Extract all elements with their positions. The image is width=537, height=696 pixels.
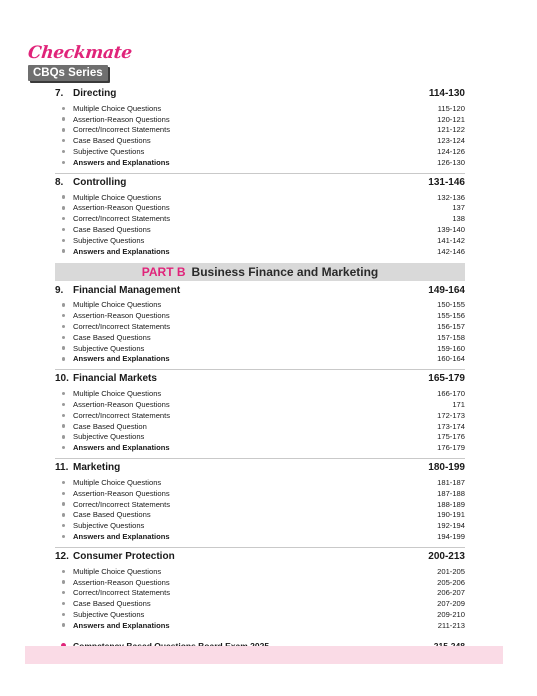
bullet-icon xyxy=(62,206,65,209)
item-label: Case Based Questions xyxy=(73,136,151,146)
bullet-icon xyxy=(62,336,65,339)
chapter-8 xyxy=(55,173,465,257)
list-item[interactable] xyxy=(55,203,465,214)
brand-logo xyxy=(26,43,133,82)
item-label: Case Based Questions xyxy=(73,510,151,520)
chapter-heading[interactable] xyxy=(55,88,465,103)
item-label: Answers and Explanations xyxy=(73,246,170,256)
chapter-title: Marketing xyxy=(73,462,121,474)
bullet-icon xyxy=(62,424,65,427)
bullet-icon xyxy=(62,524,65,527)
list-item[interactable] xyxy=(55,192,465,203)
item-label: Case Based Question xyxy=(73,421,147,431)
chapter-9 xyxy=(55,285,465,365)
item-label: Multiple Choice Questions xyxy=(73,478,162,488)
list-item[interactable] xyxy=(55,146,465,157)
item-pages: 155-156 xyxy=(437,311,465,321)
chapter-title: Controlling xyxy=(73,176,127,188)
chapter-title: Financial Markets xyxy=(73,373,157,385)
chapter-10 xyxy=(55,369,465,453)
bullet-icon xyxy=(62,217,65,220)
chapter-title: Directing xyxy=(73,88,117,99)
list-item[interactable] xyxy=(55,577,465,588)
item-label: Assertion-Reason Questions xyxy=(73,577,170,587)
list-item[interactable] xyxy=(55,125,465,136)
chapter-heading[interactable] xyxy=(55,462,465,477)
list-item[interactable] xyxy=(55,310,465,321)
item-pages: 173-174 xyxy=(437,421,465,431)
list-item[interactable] xyxy=(55,510,465,521)
item-label: Correct/Incorrect Statements xyxy=(73,410,171,420)
bullet-icon xyxy=(62,161,65,164)
bullet-icon xyxy=(62,591,65,594)
list-item[interactable] xyxy=(55,520,465,531)
chapter-pages: 131-146 xyxy=(428,176,465,188)
series-badge: CBQs Series xyxy=(28,65,108,81)
item-label: Correct/Incorrect Statements xyxy=(73,125,171,135)
list-item[interactable] xyxy=(55,388,465,399)
list-item[interactable] xyxy=(55,531,465,542)
bullet-icon xyxy=(62,502,65,505)
chapter-number: 9. xyxy=(55,284,64,296)
item-pages: 141-142 xyxy=(437,235,465,245)
list-item[interactable] xyxy=(55,332,465,343)
chapter-pages: 114-130 xyxy=(428,88,465,99)
bullet-icon xyxy=(62,303,65,306)
item-label: Assertion-Reason Questions xyxy=(73,311,170,321)
item-label: Case Based Questions xyxy=(73,599,151,609)
item-label: Subjective Questions xyxy=(73,521,145,531)
list-item[interactable] xyxy=(55,354,465,365)
list-item[interactable] xyxy=(55,246,465,257)
item-label: Correct/Incorrect Statements xyxy=(73,214,171,224)
chapter-number: 11. xyxy=(55,462,69,474)
list-item[interactable] xyxy=(55,224,465,235)
item-pages: 157-158 xyxy=(437,332,465,342)
part-b-banner xyxy=(55,263,465,281)
bullet-icon xyxy=(62,513,65,516)
item-label: Multiple Choice Questions xyxy=(73,192,162,202)
chapter-number: 10. xyxy=(55,373,69,385)
list-item[interactable] xyxy=(55,477,465,488)
item-label: Assertion-Reason Questions xyxy=(73,400,170,410)
item-label: Correct/Incorrect Statements xyxy=(73,588,171,598)
bullet-icon xyxy=(62,107,65,110)
bullet-icon xyxy=(62,249,65,252)
list-item[interactable] xyxy=(55,114,465,125)
item-pages: 123-124 xyxy=(437,136,465,146)
chapter-number: 7. xyxy=(55,88,64,99)
list-item[interactable] xyxy=(55,598,465,609)
item-pages: 205-206 xyxy=(437,577,465,587)
item-label: Subjective Questions xyxy=(73,609,145,619)
list-item[interactable] xyxy=(55,566,465,577)
list-item[interactable] xyxy=(55,421,465,432)
item-label: Answers and Explanations xyxy=(73,620,170,630)
list-item[interactable] xyxy=(55,609,465,620)
item-pages: 194-199 xyxy=(437,532,465,541)
part-title: Business Finance and Marketing xyxy=(191,264,379,279)
item-label: Answers and Explanations xyxy=(73,532,170,541)
bullet-icon xyxy=(62,195,65,198)
item-label: Assertion-Reason Questions xyxy=(73,203,170,213)
item-label: Subjective Questions xyxy=(73,343,145,353)
bullet-icon xyxy=(62,446,65,449)
chapter-title: Financial Management xyxy=(73,284,181,296)
bullet-icon xyxy=(62,535,65,538)
item-pages: 120-121 xyxy=(437,114,465,124)
bullet-icon xyxy=(62,414,65,417)
footer-band xyxy=(25,646,503,664)
item-pages: 207-209 xyxy=(437,599,465,609)
chapter-heading[interactable] xyxy=(55,551,465,566)
bullet-icon xyxy=(62,492,65,495)
bullet-icon xyxy=(62,623,65,626)
bullet-icon xyxy=(62,602,65,605)
item-label: Subjective Questions xyxy=(73,432,145,442)
bullet-icon xyxy=(62,570,65,573)
bullet-icon xyxy=(62,139,65,142)
item-pages: 159-160 xyxy=(437,343,465,353)
bullet-icon xyxy=(62,357,65,360)
list-item[interactable] xyxy=(55,399,465,410)
list-item[interactable] xyxy=(55,499,465,510)
item-pages: 172-173 xyxy=(437,410,465,420)
item-label: Subjective Questions xyxy=(73,235,145,245)
item-label: Correct/Incorrect Statements xyxy=(73,322,171,332)
bullet-icon xyxy=(62,228,65,231)
item-pages: 192-194 xyxy=(437,521,465,531)
chapter-12 xyxy=(55,547,465,631)
item-pages: 126-130 xyxy=(437,157,465,167)
item-pages: 142-146 xyxy=(437,246,465,256)
chapter-pages: 165-179 xyxy=(428,373,465,385)
item-pages: 115-120 xyxy=(437,103,465,113)
chapter-heading[interactable] xyxy=(55,373,465,388)
list-item[interactable] xyxy=(55,410,465,421)
bullet-icon xyxy=(62,346,65,349)
item-pages: 187-188 xyxy=(437,488,465,498)
list-item[interactable] xyxy=(55,620,465,631)
item-pages: 176-179 xyxy=(437,443,465,453)
brand-name: Checkmate xyxy=(26,43,133,63)
list-item[interactable] xyxy=(55,343,465,354)
item-pages: 160-164 xyxy=(437,354,465,364)
list-item[interactable] xyxy=(55,432,465,443)
item-label: Answers and Explanations xyxy=(73,157,170,167)
bullet-icon xyxy=(62,403,65,406)
list-item[interactable] xyxy=(55,213,465,224)
item-label: Answers and Explanations xyxy=(73,443,170,453)
item-pages: 181-187 xyxy=(437,478,465,488)
item-pages: 209-210 xyxy=(437,609,465,619)
chapter-pages: 200-213 xyxy=(428,550,465,562)
bullet-icon xyxy=(62,150,65,153)
chapter-title: Consumer Protection xyxy=(73,550,175,562)
item-pages: 137 xyxy=(452,203,465,213)
item-pages: 139-140 xyxy=(437,225,465,235)
list-item[interactable] xyxy=(55,135,465,146)
item-label: Answers and Explanations xyxy=(73,354,170,364)
chapter-pages: 149-164 xyxy=(428,284,465,296)
item-pages: 211-213 xyxy=(437,620,465,630)
item-label: Multiple Choice Questions xyxy=(73,566,162,576)
chapter-7 xyxy=(55,88,465,168)
chapter-11 xyxy=(55,458,465,542)
table-of-contents xyxy=(55,88,465,653)
item-label: Multiple Choice Questions xyxy=(73,103,162,113)
bullet-icon xyxy=(62,580,65,583)
bullet-icon xyxy=(62,481,65,484)
list-item[interactable] xyxy=(55,442,465,453)
item-pages: 190-191 xyxy=(437,510,465,520)
bullet-icon xyxy=(62,435,65,438)
chapter-pages: 180-199 xyxy=(428,462,465,474)
item-pages: 121-122 xyxy=(437,125,465,135)
item-pages: 124-126 xyxy=(437,147,465,157)
item-label: Assertion-Reason Questions xyxy=(73,114,170,124)
item-pages: 188-189 xyxy=(437,499,465,509)
list-item[interactable] xyxy=(55,157,465,168)
list-item[interactable] xyxy=(55,321,465,332)
list-item[interactable] xyxy=(55,588,465,599)
bullet-icon xyxy=(62,117,65,120)
bullet-icon xyxy=(62,392,65,395)
item-label: Multiple Choice Questions xyxy=(73,300,162,310)
item-pages: 171 xyxy=(452,400,465,410)
item-pages: 175-176 xyxy=(437,432,465,442)
item-label: Correct/Incorrect Statements xyxy=(73,499,171,509)
bullet-icon xyxy=(62,613,65,616)
bullet-icon xyxy=(62,314,65,317)
bullet-icon xyxy=(62,325,65,328)
item-label: Case Based Questions xyxy=(73,225,151,235)
item-pages: 132-136 xyxy=(437,192,465,202)
chapter-number: 8. xyxy=(55,176,64,188)
item-label: Multiple Choice Questions xyxy=(73,389,162,399)
item-label: Subjective Questions xyxy=(73,147,145,157)
bullet-icon xyxy=(62,239,65,242)
item-pages: 201-205 xyxy=(437,566,465,576)
item-pages: 150-155 xyxy=(437,300,465,310)
list-item[interactable] xyxy=(55,235,465,246)
part-label: PART B xyxy=(141,264,186,279)
item-pages: 166-170 xyxy=(437,389,465,399)
item-label: Assertion-Reason Questions xyxy=(73,488,170,498)
item-label: Case Based Questions xyxy=(73,332,151,342)
item-pages: 138 xyxy=(452,214,465,224)
list-item[interactable] xyxy=(55,488,465,499)
bullet-icon xyxy=(62,128,65,131)
item-pages: 156-157 xyxy=(437,322,465,332)
chapter-heading[interactable] xyxy=(55,285,465,300)
chapter-number: 12. xyxy=(55,550,69,562)
list-item[interactable] xyxy=(55,103,465,114)
chapter-heading[interactable] xyxy=(55,177,465,192)
item-pages: 206-207 xyxy=(437,588,465,598)
list-item[interactable] xyxy=(55,300,465,311)
